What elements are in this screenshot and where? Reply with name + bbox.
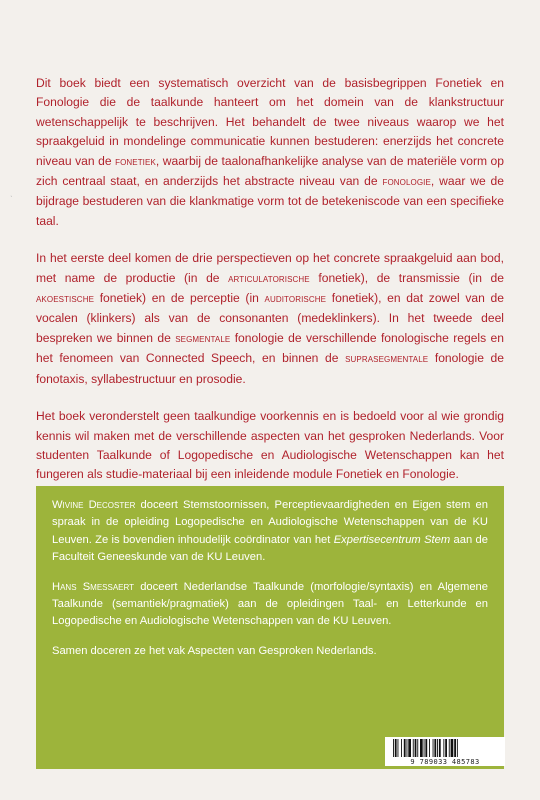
barcode-bar (449, 739, 450, 757)
barcode-bar (408, 739, 411, 757)
barcode-bar (413, 739, 414, 757)
joint-course-note: Samen doceren ze het vak Aspecten van Gesproken Nederlands. (52, 644, 377, 657)
barcode-bar (424, 739, 425, 757)
author-name: Wivine Decoster (52, 499, 136, 511)
barcode-bars (385, 737, 505, 758)
description-text (36, 74, 504, 503)
barcode-bar (437, 739, 438, 757)
barcode-bar (434, 739, 436, 757)
barcode-bar (420, 739, 423, 757)
barcode-bar (398, 739, 399, 757)
barcode-bar (395, 739, 397, 757)
barcode-bar (433, 739, 434, 757)
barcode-bar (429, 739, 430, 757)
barcode-bar (445, 739, 447, 757)
description-paragraph-1: Dit boek biedt een systematisch overzicht van de basisbegrippen Fonetiek en Fonologie die de taalkunde hanteert om het domein van de klankstructuur wetenschappelijk te beschrijven. Het behandelt de twee niveaus waarop we het spraakgeluid in mondelinge communicatie kunnen bestuderen: enerzijds het concrete niveau van de fonetiek, waarbij de taalonafhankelijke analyse van de materiële vorm op zich centraal staat, en anderzijds het abstracte niveau van de fonologie, waar we de bijdrage bestuderen van die klankmatige vorm tot de betekeniscode van een specifieke taal. (36, 76, 504, 228)
barcode-bar (417, 739, 418, 757)
isbn-number: 9 789033 485783 (410, 758, 480, 766)
barcode-bar (457, 739, 458, 757)
barcode-bar (404, 739, 406, 757)
author-name: Hans Smessaert (52, 580, 135, 593)
isbn-barcode (385, 737, 505, 766)
author-bio-decoster: Wivine Decoster doceert Stemstoornissen, Perceptievaardigheden en Eigen stem en spraak in de opleiding Logopedische en Audiologische Wetenschappen van de KU Leuven. Ze is bovendien inhoudelijk coördinator van het Expertisecentrum Stem aan de Faculteit Geneeskunde van de KU Leuven. (52, 499, 488, 564)
description-paragraph-3: Het boek veronderstelt geen taalkundige voorkennis en is bedoeld voor al wie grondig kennis wil maken met de verschillende aspecten van het gesproken Nederlands. Voor studenten Taalkunde of Logopedische en Audiologische Wetenschappen kan het fungeren als studie-materiaal bij een inleidende module Fonetiek en Fonologie. (36, 409, 504, 482)
barcode-bar (393, 739, 394, 757)
barcode-bar (451, 739, 454, 757)
barcode-bar (439, 739, 441, 757)
barcode-bar (401, 739, 402, 757)
author-bio-smessaert: Hans Smessaert doceert Nederlandse Taalkunde (morfologie/syntaxis) en Algemene Taalkunde (semantiek/pragmatiek) aan de opleidingen Taal- en Letterkunde en Logopedische en Audiologische Wetenschappen van de KU Leuven. (52, 580, 488, 628)
scan-mark: ˎ (10, 187, 13, 197)
barcode-bar (443, 739, 444, 757)
author-bio-box (36, 486, 504, 769)
barcode-bar (425, 739, 427, 757)
description-paragraph-2: In het eerste deel komen de drie perspectieven op het concrete spraakgeluid aan bod, met name de productie (in de articulatorische fonetiek), de transmissie (in de akoestische fonetiek) en de perceptie (in auditorische fonetiek), en dat zowel van de vocalen (klinkers) als van de consonanten (medeklinkers). In het tweede deel bespreken we binnen de segmentale fonologie de verschillende fonologische regels en het fenomeen van Connected Speech, en binnen de suprasegmentale fonologie de fonotaxis, syllabestructuur en prosodie. (36, 251, 505, 386)
barcode-bar (407, 739, 408, 757)
barcode-bar (454, 739, 456, 757)
barcode-bar (415, 739, 417, 757)
